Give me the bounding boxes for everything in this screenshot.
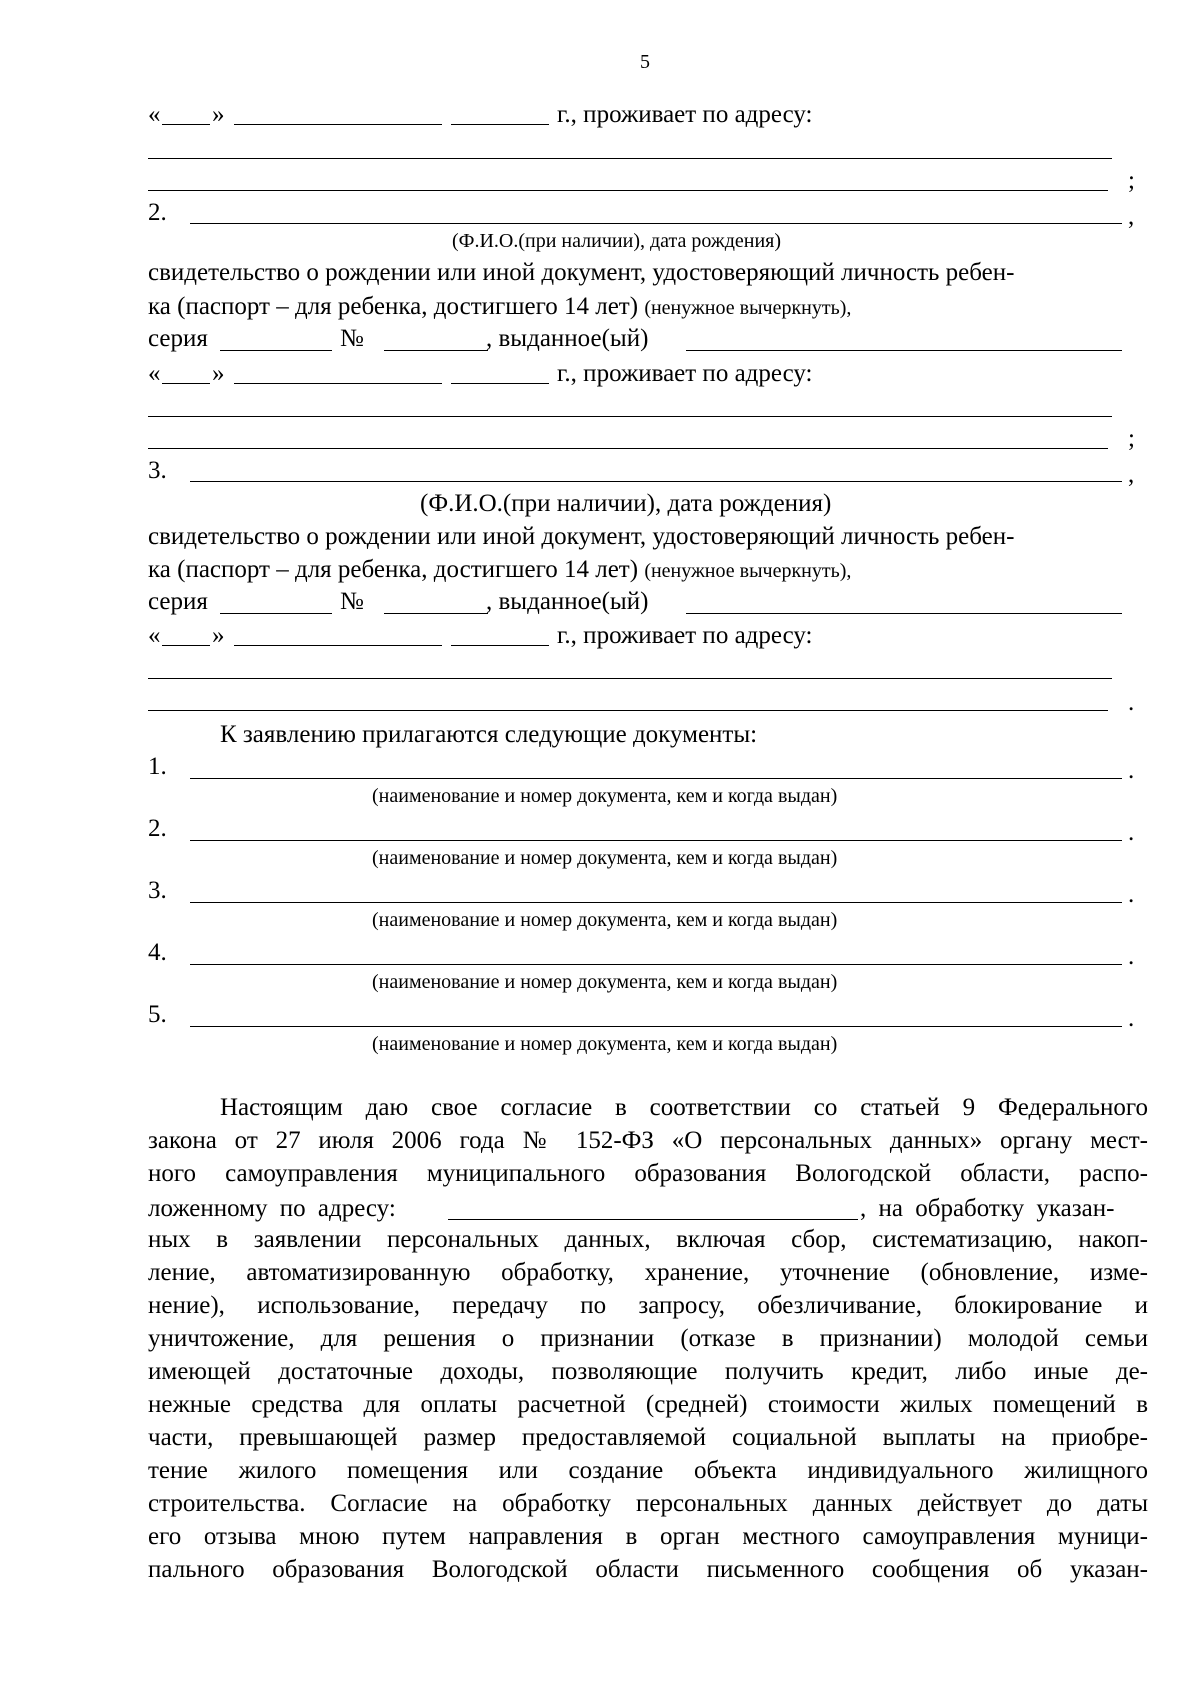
attachment-number: 4.	[148, 939, 167, 966]
semicolon: ;	[1128, 167, 1135, 194]
consent-line: ных в заявлении персональных данных, включая сбор, систематизацию, накоп-	[148, 1226, 1148, 1253]
date-open-quote: «	[148, 622, 161, 649]
address-line[interactable]	[148, 678, 1112, 679]
address-label: г., проживает по адресу:	[557, 622, 813, 649]
attachments-heading: К заявлению прилагаются следующие документы:	[220, 721, 758, 748]
attachment-number: 3.	[148, 877, 167, 904]
consent-line: части, превышающей размер предоставляемой социальной выплаты на приобре-	[148, 1424, 1148, 1451]
issued-label: , выданное(ый)	[486, 588, 649, 615]
number-sign: №	[340, 588, 364, 615]
doc-number-field[interactable]	[384, 350, 488, 351]
period: .	[1128, 757, 1135, 784]
document-line: свидетельство о рождении или иной документ, удостоверяющий личность ребен-	[148, 523, 1015, 550]
day-blank[interactable]	[162, 645, 210, 646]
consent-line: Настоящим даю свое согласие в соответствии со статьей 9 Федерального	[220, 1094, 1148, 1121]
consent-line: имеющей достаточные доходы, позволяющие получить кредит, либо иные де-	[148, 1358, 1148, 1385]
date-open-quote: «	[148, 101, 161, 128]
day-blank[interactable]	[162, 383, 210, 384]
address-line[interactable]	[148, 416, 1112, 417]
child-number: 3.	[148, 457, 167, 484]
comma: ,	[1128, 461, 1135, 488]
issued-by-field[interactable]	[686, 613, 1122, 614]
year-blank[interactable]	[451, 645, 549, 646]
attachment-field[interactable]	[190, 840, 1122, 841]
series-label: серия	[148, 325, 208, 352]
number-sign: №	[340, 325, 364, 352]
month-blank[interactable]	[234, 645, 442, 646]
consent-line: , на обработку указан-	[860, 1195, 1115, 1222]
attachment-number: 1.	[148, 753, 167, 780]
issued-by-field[interactable]	[686, 350, 1122, 351]
name-caption: (Ф.И.О.(при наличии), дата рождения)	[452, 230, 782, 252]
attachment-caption: (наименование и номер документа, кем и когда выдан)	[372, 847, 838, 869]
date-open-quote: «	[148, 360, 161, 387]
attachment-caption: (наименование и номер документа, кем и когда выдан)	[372, 909, 838, 931]
strike-note: (ненужное вычеркнуть),	[644, 297, 852, 319]
issued-label: , выданное(ый)	[486, 325, 649, 352]
period: .	[1128, 1005, 1135, 1032]
period: .	[1128, 881, 1135, 908]
consent-line: ление, автоматизированную обработку, хранение, уточнение (обновление, изме-	[148, 1259, 1148, 1286]
name-caption: (Ф.И.О.(при наличии), дата рождения)	[420, 490, 832, 517]
consent-line: закона от 27 июля 2006 года № 152-ФЗ «О персональных данных» органу мест-	[148, 1127, 1148, 1154]
consent-line: ложенному по адресу:	[148, 1195, 396, 1222]
address-label: г., проживает по адресу:	[557, 101, 813, 128]
attachment-caption: (наименование и номер документа, кем и когда выдан)	[372, 971, 838, 993]
period: .	[1128, 689, 1135, 716]
address-line[interactable]	[148, 158, 1112, 159]
year-blank[interactable]	[451, 124, 549, 125]
date-close-quote: »	[212, 622, 225, 649]
date-close-quote: »	[212, 360, 225, 387]
attachment-caption: (наименование и номер документа, кем и когда выдан)	[372, 785, 838, 807]
consent-line: его отзыва мною путем направления в орган местного самоуправления муници-	[148, 1523, 1148, 1550]
date-close-quote: »	[212, 101, 225, 128]
attachment-number: 2.	[148, 815, 167, 842]
page-number: 5	[640, 51, 650, 73]
series-field[interactable]	[220, 350, 332, 351]
consent-line: пального образования Вологодской области письменного сообщения об указан-	[148, 1556, 1148, 1583]
day-blank[interactable]	[162, 124, 210, 125]
document-line: ка (паспорт – для ребенка, достигшего 14 лет) (ненужное вычеркнуть),	[148, 293, 852, 320]
address-line[interactable]	[148, 190, 1108, 191]
period: .	[1128, 819, 1135, 846]
attachment-number: 5.	[148, 1001, 167, 1028]
attachment-field[interactable]	[190, 902, 1122, 903]
strike-note: (ненужное вычеркнуть),	[644, 560, 852, 582]
comma: ,	[1128, 203, 1135, 230]
consent-line: тение жилого помещения или создание объекта индивидуального жилищного	[148, 1457, 1148, 1484]
child-number: 2.	[148, 199, 167, 226]
consent-line: уничтожение, для решения о признании (отказе в признании) молодой семьи	[148, 1325, 1148, 1352]
document-line: ка (паспорт – для ребенка, достигшего 14 лет) (ненужное вычеркнуть),	[148, 556, 852, 583]
series-field[interactable]	[220, 613, 332, 614]
document-line: свидетельство о рождении или иной документ, удостоверяющий личность ребен-	[148, 259, 1015, 286]
attachment-field[interactable]	[190, 778, 1122, 779]
consent-line: ного самоуправления муниципального образования Вологодской области, распо-	[148, 1160, 1148, 1187]
child-name-field[interactable]	[190, 481, 1122, 482]
semicolon: ;	[1128, 425, 1135, 452]
address-label: г., проживает по адресу:	[557, 360, 813, 387]
attachment-field[interactable]	[190, 1026, 1122, 1027]
period: .	[1128, 943, 1135, 970]
doc-number-field[interactable]	[384, 613, 488, 614]
address-line[interactable]	[148, 710, 1108, 711]
attachment-caption: (наименование и номер документа, кем и когда выдан)	[372, 1033, 838, 1055]
address-line[interactable]	[148, 448, 1108, 449]
child-name-field[interactable]	[190, 223, 1122, 224]
consent-line: нение), использование, передачу по запросу, обезличивание, блокирование и	[148, 1292, 1148, 1319]
month-blank[interactable]	[234, 383, 442, 384]
attachment-field[interactable]	[190, 964, 1122, 965]
month-blank[interactable]	[234, 124, 442, 125]
consent-line: строительства. Согласие на обработку персональных данных действует до даты	[148, 1490, 1148, 1517]
year-blank[interactable]	[451, 383, 549, 384]
organ-address-field[interactable]	[448, 1219, 858, 1220]
consent-line: нежные средства для оплаты расчетной (средней) стоимости жилых помещений в	[148, 1391, 1148, 1418]
series-label: серия	[148, 588, 208, 615]
